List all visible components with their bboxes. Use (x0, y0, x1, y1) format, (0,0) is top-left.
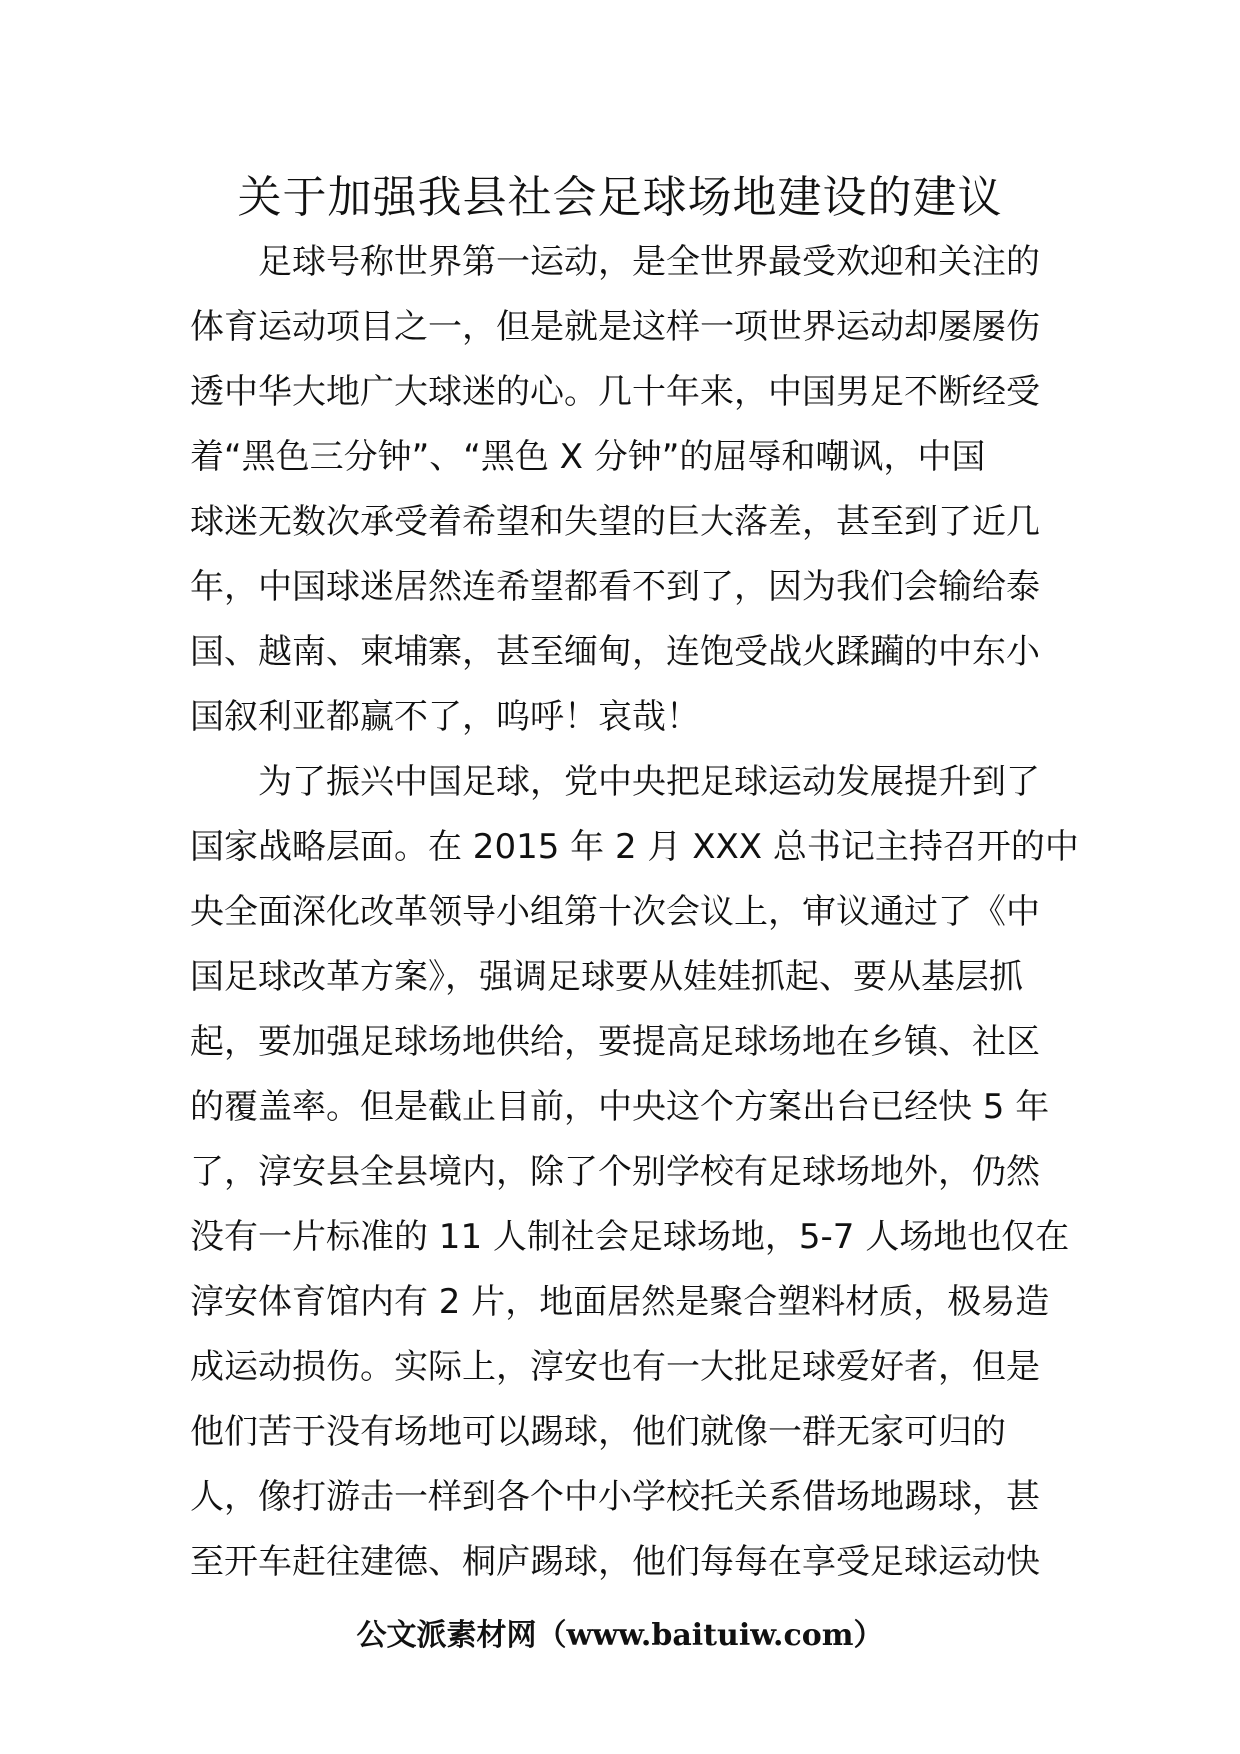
footer-watermark: 公文派素材网（www.baituiw.com） (356, 1618, 884, 1653)
text-line: 着“黑色三分钟”、“黑色 X 分钟”的屈辱和嘲讽，中国 (190, 437, 986, 477)
text-line: 国足球改革方案》，强调足球要从娃娃抓起、要从基层抓 (190, 957, 1023, 997)
text-line: 国、越南、柬埔寨，甚至缅甸，连饱受战火蹂躏的中东小 (190, 632, 1040, 672)
text-line: 成运动损伤。实际上，淳安也有一大批足球爱好者，但是 (190, 1347, 1040, 1387)
text-line: 国叙利亚都赢不了，呜呼！哀哉！ (190, 697, 700, 737)
document-body (190, 230, 1079, 1595)
paragraph (190, 750, 1079, 1595)
text-line: 足球号称世界第一运动，是全世界最受欢迎和关注的 (258, 242, 1040, 282)
text-line: 没有一片标准的 11 人制社会足球场地，5-7 人场地也仅在 (190, 1217, 1070, 1257)
text-line: 至开车赶往建德、桐庐踢球，他们每每在享受足球运动快 (190, 1542, 1040, 1582)
text-line: 央全面深化改革领导小组第十次会议上，审议通过了《中 (190, 892, 1040, 932)
text-line: 年，中国球迷居然连希望都看不到了，因为我们会输给泰 (190, 567, 1040, 607)
text-line: 淳安体育馆内有 2 片，地面居然是聚合塑料材质，极易造 (190, 1282, 1050, 1322)
text-line: 体育运动项目之一，但是就是这样一项世界运动却屡屡伤 (190, 307, 1040, 347)
text-line: 国家战略层面。在 2015 年 2 月 XXX 总书记主持召开的中 (190, 827, 1079, 867)
text-line: 了，淳安县全县境内，除了个别学校有足球场地外，仍然 (190, 1152, 1040, 1192)
text-line: 球迷无数次承受着希望和失望的巨大落差，甚至到了近几 (190, 502, 1040, 542)
text-line: 起，要加强足球场地供给，要提高足球场地在乡镇、社区 (190, 1022, 1040, 1062)
document-title: 关于加强我县社会足球场地建设的建议 (237, 172, 1003, 223)
text-line: 人，像打游击一样到各个中小学校托关系借场地踢球，甚 (190, 1477, 1040, 1517)
text-line: 的覆盖率。但是截止目前，中央这个方案出台已经快 5 年 (190, 1087, 1050, 1127)
text-line: 为了振兴中国足球，党中央把足球运动发展提升到了 (258, 762, 1040, 802)
text-line: 透中华大地广大球迷的心。几十年来，中国男足不断经受 (190, 372, 1040, 412)
text-line: 他们苦于没有场地可以踢球，他们就像一群无家可归的 (190, 1412, 1006, 1452)
paragraph (190, 230, 1050, 750)
